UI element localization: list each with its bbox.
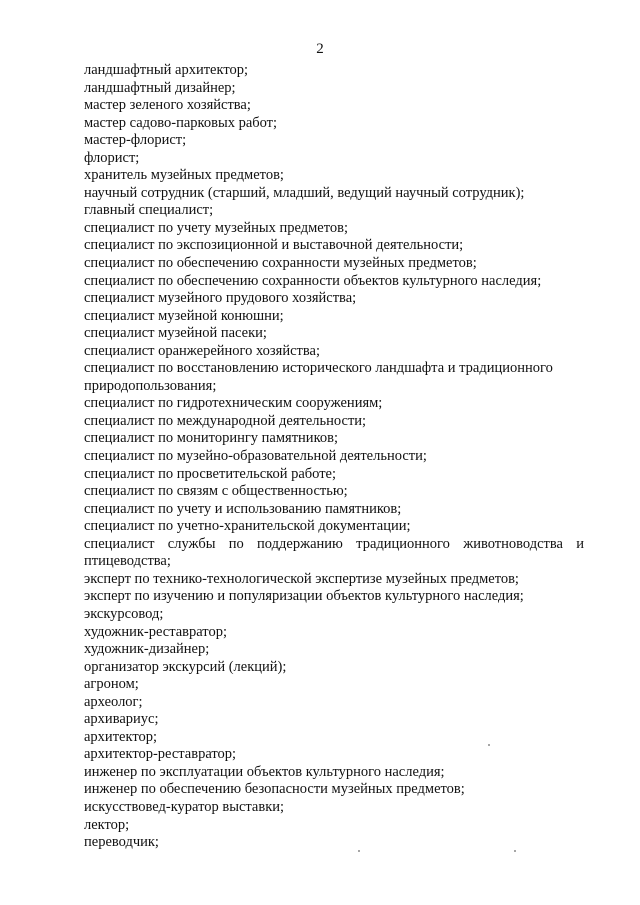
- list-item: научный сотрудник (старший, младший, ведущий научный сотрудник);: [84, 184, 525, 201]
- list-item: специалист по экспозиционной и выставочной деятельности;: [84, 237, 464, 254]
- scan-speck: [514, 850, 516, 852]
- list-item: архитектор;: [84, 728, 157, 745]
- list-item: инженер по обеспечению безопасности музейных предметов;: [84, 781, 465, 798]
- list-item: специалист по учетно-хранительской документации;: [84, 518, 411, 535]
- list-item: хранитель музейных предметов;: [84, 167, 284, 184]
- list-item: специалист музейного прудового хозяйства;: [84, 290, 357, 307]
- list-item: художник-дизайнер;: [84, 641, 210, 658]
- list-item: специалист музейной конюшни;: [84, 307, 284, 324]
- list-item: главный специалист;: [84, 202, 214, 219]
- list-item: переводчик;: [84, 834, 159, 851]
- list-item: флорист;: [84, 149, 140, 166]
- list-item: специалист службы по поддержанию традиционного животноводства и: [84, 535, 584, 552]
- list-item: специалист по музейно-образовательной деятельности;: [84, 448, 427, 465]
- list-item: археолог;: [84, 693, 143, 710]
- list-item: специалист оранжерейного хозяйства;: [84, 342, 320, 359]
- list-item: ландшафтный архитектор;: [84, 62, 249, 78]
- list-item: эксперт по технико-технологической экспертизе музейных предметов;: [84, 570, 519, 587]
- list-item: инженер по эксплуатации объектов культурного наследия;: [84, 763, 445, 780]
- page-number: 2: [316, 41, 324, 57]
- list-item: мастер зеленого хозяйства;: [84, 97, 251, 114]
- position-list: [84, 62, 584, 852]
- list-item: эксперт по изучению и популяризации объектов культурного наследия;: [84, 588, 524, 605]
- list-item: экскурсовод;: [84, 605, 164, 622]
- list-item: специалист по учету музейных предметов;: [84, 219, 348, 236]
- list-item: специалист по восстановлению исторического ландшафта и традиционного: [84, 360, 553, 377]
- list-item: художник-реставратор;: [84, 623, 227, 640]
- list-item: архивариус;: [84, 711, 159, 728]
- list-item: специалист по гидротехническим сооружениям;: [84, 395, 383, 412]
- list-item: специалист по обеспечению сохранности объектов культурного наследия;: [84, 272, 542, 289]
- list-item-continuation: птицеводства;: [84, 553, 171, 570]
- list-item: специалист по обеспечению сохранности музейных предметов;: [84, 255, 477, 272]
- list-item: специалист по мониторингу памятников;: [84, 430, 339, 447]
- list-item: специалист по международной деятельности;: [84, 412, 367, 429]
- list-item: искусствовед-куратор выставки;: [84, 798, 285, 815]
- list-item: мастер-флорист;: [84, 132, 187, 149]
- list-item: мастер садово-парковых работ;: [84, 114, 278, 131]
- list-item: архитектор-реставратор;: [84, 746, 237, 763]
- list-item: лектор;: [84, 816, 130, 833]
- list-item: специалист по учету и использованию памятников;: [84, 500, 402, 517]
- list-item: агроном;: [84, 676, 139, 693]
- list-item-continuation: природопользования;: [84, 377, 217, 394]
- list-item: ландшафтный дизайнер;: [84, 79, 236, 96]
- list-item: специалист по связям с общественностью;: [84, 483, 348, 500]
- scan-speck: [358, 850, 360, 852]
- scan-speck: [488, 744, 490, 746]
- list-item: организатор экскурсий (лекций);: [84, 658, 287, 675]
- list-item: специалист музейной пасеки;: [84, 325, 267, 342]
- list-item: специалист по просветительской работе;: [84, 465, 337, 482]
